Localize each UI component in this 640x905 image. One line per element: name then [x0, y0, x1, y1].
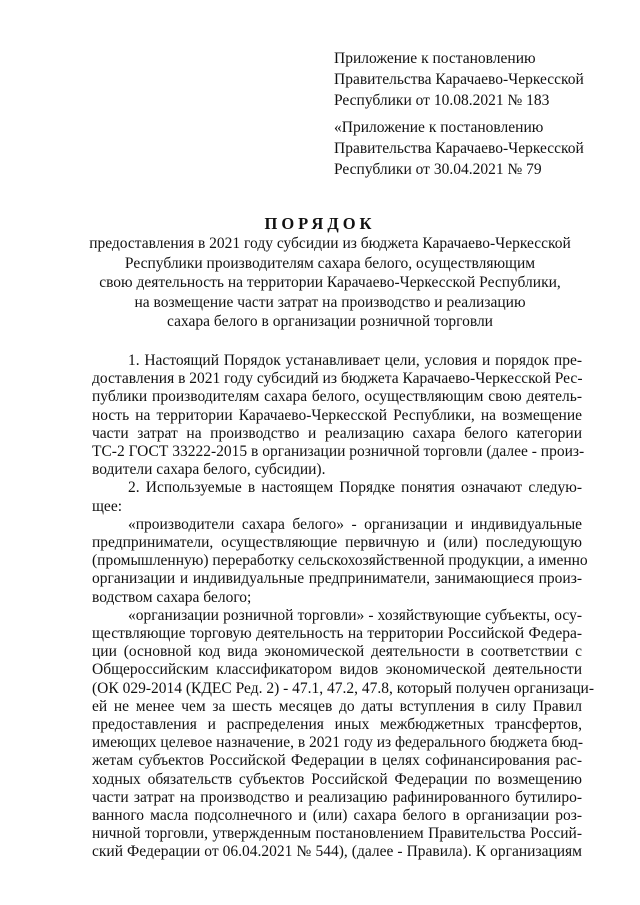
- annex-current-line: Приложение к постановлению: [334, 50, 536, 67]
- paragraph-1-line: водители сахара белого, субсидии).: [92, 461, 326, 479]
- definition-retail-line: (ОК 029-2014 (КДЕС Ред. 2) - 47.1, 47.2, 47.8, который получен организаци-: [92, 679, 594, 697]
- definition-producers-line: «производители сахара белого» - организации и индивидуальные: [128, 515, 582, 533]
- definition-producers-line: предприниматели, осуществляющие первичную и (или) последующую: [92, 534, 582, 552]
- definition-producers-line: организации и индивидуальные предприниматели, занимающиеся произ-: [92, 570, 582, 588]
- document-body: [92, 352, 594, 862]
- definition-retail-line: ществляющие торговую деятельность на территории Российской Федера-: [92, 625, 582, 643]
- definition-retail-line: ванного масла подсолнечного и (или) сахара белого в организации роз-: [92, 807, 582, 825]
- annex-header-current: [334, 48, 634, 111]
- paragraph-1-line: доставления в 2021 году субсидий из бюджета Карачаево-Черкесской Рес-: [92, 370, 583, 388]
- paragraph-1-line: ность на территории Карачаево-Черкесской Республики, на возмещение: [92, 406, 582, 424]
- definition-retail-line: ции (основной код вида экономической деятельности в соответствии с: [92, 643, 582, 661]
- definition-retail-line: жетам субъектов Российской Федерации в целях софинансирования рас-: [92, 752, 582, 770]
- definition-retail-line: ходных обязательств субъектов Российской Федерации по возмещению: [92, 770, 582, 788]
- document-subtitle: [60, 234, 600, 332]
- annex-previous-line: Республики от 30.04.2021 № 79: [334, 161, 542, 178]
- annex-current-line: Республики от 10.08.2021 № 183: [334, 92, 550, 109]
- definition-retail-line: части затрат на производство и реализацию рафинированного бутилиро-: [92, 788, 582, 806]
- definition-retail-line: ский Федерации от 06.04.2021 № 544), (далее - Правила). К организациям: [92, 843, 582, 861]
- definition-producers-line: водством сахара белого;: [92, 588, 252, 606]
- subtitle-line: Республики производителям сахара белого, осуществляющим: [124, 254, 536, 272]
- definition-retail-line: имеющих целевое назначение, в 2021 году из федерального бюджета бюд-: [92, 734, 584, 752]
- paragraph-1-line: части затрат на производство и реализацию сахара белого категории: [92, 424, 582, 442]
- annex-previous-line: Правительства Карачаево-Черкесской: [334, 140, 584, 157]
- subtitle-line: на возмещение части затрат на производство и реализацию: [134, 293, 526, 311]
- definition-retail-line: предоставления и распределения иных межбюджетных трансфертов,: [92, 716, 582, 734]
- paragraph-1-line: 1. Настоящий Порядок устанавливает цели, условия и порядок пре-: [128, 352, 582, 369]
- paragraph-2-line: 2. Используемые в настоящем Порядке понятия означают следую-: [128, 479, 582, 497]
- document-title: ПОРЯДОК: [264, 214, 376, 233]
- definition-producers-line: (промышленную) переработку сельскохозяйственной продукции, а именно: [92, 552, 588, 570]
- subtitle-line: свою деятельность на территории Карачаево-Черкесской Республики,: [99, 274, 561, 291]
- definition-retail-line: Общероссийским классификатором видов экономической деятельности: [92, 661, 582, 679]
- definition-retail-line: «организации розничной торговли» - хозяйствующие субъекты, осу-: [128, 606, 582, 624]
- paragraph-1-line: публики производителям сахара белого, осуществляющим свою деятель-: [92, 388, 582, 406]
- paragraph-1-line: ТС-2 ГОСТ 33222-2015 в организации розничной торговли (далее - произ-: [92, 443, 585, 461]
- annex-header-previous: [334, 117, 634, 180]
- subtitle-line: предоставления в 2021 году субсидии из бюджета Карачаево-Черкесской: [89, 235, 571, 252]
- definition-retail-line: ей не менее чем за шесть месяцев до даты вступления в силу Правил: [92, 697, 582, 715]
- paragraph-2-line: щее:: [92, 497, 123, 515]
- annex-previous-line: «Приложение к постановлению: [334, 119, 544, 136]
- subtitle-line: сахара белого в организации розничной торговли: [167, 313, 493, 330]
- annex-current-line: Правительства Карачаево-Черкесской: [334, 71, 584, 88]
- definition-retail-line: ничной торговли, утвержденным постановлением Правительства Россий-: [92, 825, 582, 843]
